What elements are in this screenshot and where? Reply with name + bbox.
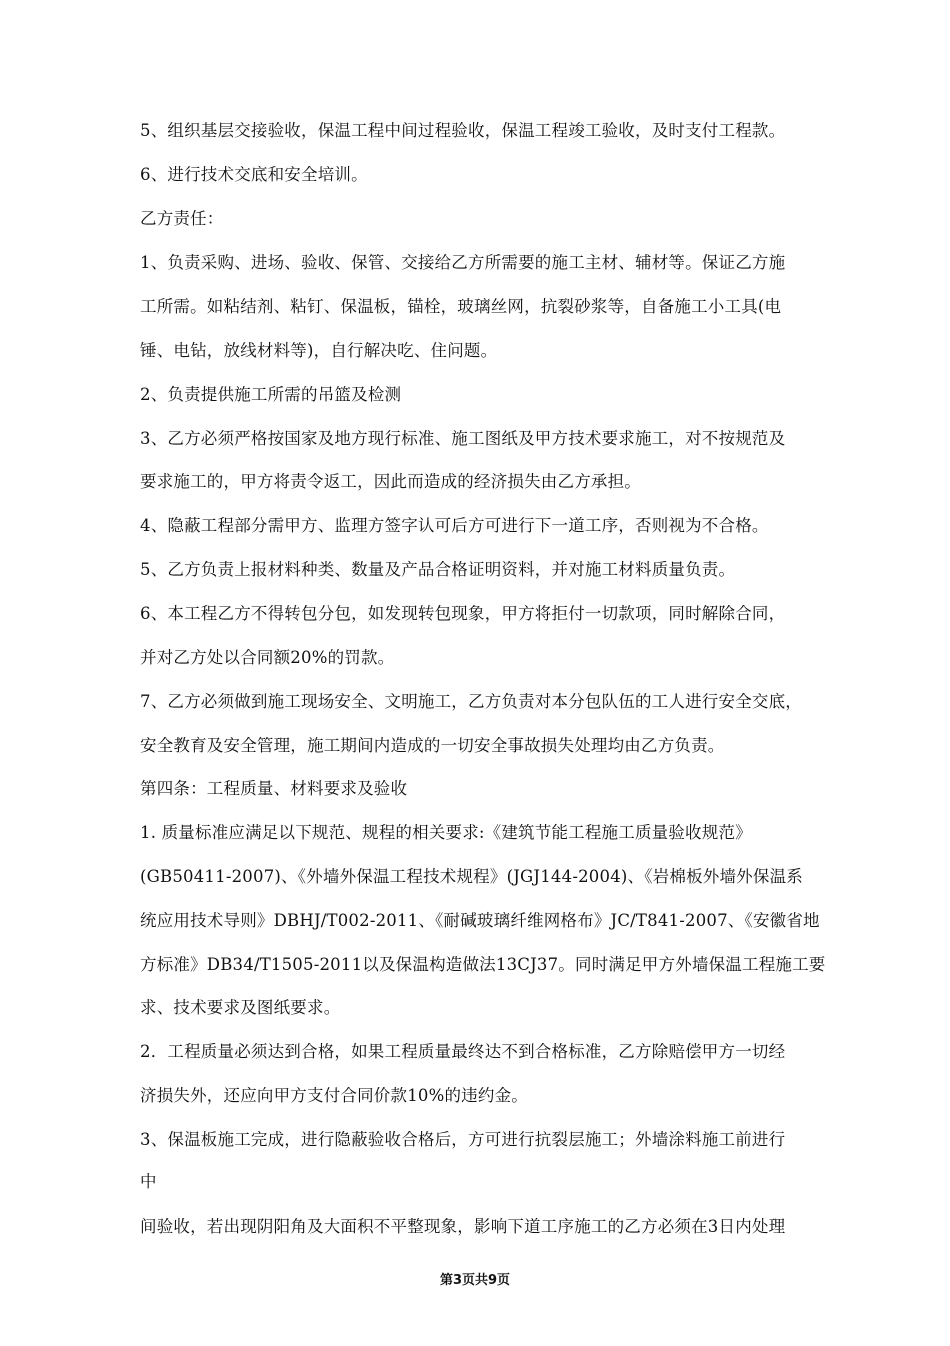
text-line: 1. 质量标准应满足以下规范、规程的相关要求:《建筑节能工程施工质量验收规范》 [140, 823, 752, 842]
text-line: 3、保温板施工完成，进行隐蔽验收合格后，方可进行抗裂层施工；外墙涂料施工前进行 [140, 1130, 786, 1149]
text-line: 2．工程质量必须达到合格，如果工程质量最终达不到合格标准，乙方除赔偿甲方一切经 [140, 1042, 786, 1061]
text-line: 5、乙方负责上报材料种类、数量及产品合格证明资料，并对施工材料质量负责。 [140, 560, 736, 579]
text-line: 工所需。如粘结剂、粘钉、保温板，锚栓，玻璃丝网，抗裂砂浆等，自备施工小工具(电 [140, 297, 782, 316]
section-heading: 第四条：工程质量、材料要求及验收 [140, 779, 408, 798]
page-number: 第3页共9页 [439, 1273, 511, 1288]
text-line: 济损失外，还应向甲方支付合同价款10%的违约金。 [140, 1086, 528, 1105]
text-line: 间验收，若出现阴阳角及大面积不平整现象，影响下道工序施工的乙方必须在3日内处理 [140, 1217, 786, 1236]
text-line: 安全教育及安全管理，施工期间内造成的一切安全事故损失处理均由乙方负责。 [140, 736, 725, 755]
text-line: 方标准》DB34/T1505-2011以及保温构造做法13CJ37。同时满足甲方外墙保温工程施工要 [140, 955, 826, 974]
text-line: 中 [140, 1172, 157, 1191]
text-line: 要求施工的，甲方将责令返工，因此而造成的经济损失由乙方承担。 [140, 472, 641, 491]
section-heading: 乙方责任： [140, 209, 224, 228]
text-line: 4、隐蔽工程部分需甲方、监理方签字认可后方可进行下一道工序，否则视为不合格。 [140, 516, 769, 535]
text-line: 统应用技术导则》DBHJ/T002-2011、《耐碱玻璃纤维网格布》JC/T841-2007、《安徽省地 [140, 911, 820, 930]
text-line: 7、乙方必须做到施工现场安全、文明施工，乙方负责对本分包队伍的工人进行安全交底， [140, 692, 802, 711]
text-line: 2、负责提供施工所需的吊篮及检测 [140, 385, 402, 404]
text-line: 1、负责采购、进场、验收、保管、交接给乙方所需要的施工主材、辅材等。保证乙方施 [140, 253, 786, 272]
text-line: (GB50411-2007)、《外墙外保温工程技术规程》(JGJ144-2004)、《岩棉板外墙外保温系 [140, 867, 803, 886]
text-line: 求、技术要求及图纸要求。 [140, 998, 341, 1017]
text-line: 3、乙方必须严格按国家及地方现行标准、施工图纸及甲方技术要求施工，对不按规范及 [140, 429, 786, 448]
text-line: 并对乙方处以合同额20%的罚款。 [140, 648, 395, 667]
text-line: 6、本工程乙方不得转包分包，如发现转包现象，甲方将拒付一切款项，同时解除合同， [140, 604, 786, 623]
text-line: 锤、电钻，放线材料等)，自行解决吃、住问题。 [140, 341, 498, 360]
text-line: 6、进行技术交底和安全培训。 [140, 165, 368, 184]
text-line: 5、组织基层交接验收，保温工程中间过程验收，保温工程竣工验收，及时支付工程款。 [140, 121, 786, 140]
